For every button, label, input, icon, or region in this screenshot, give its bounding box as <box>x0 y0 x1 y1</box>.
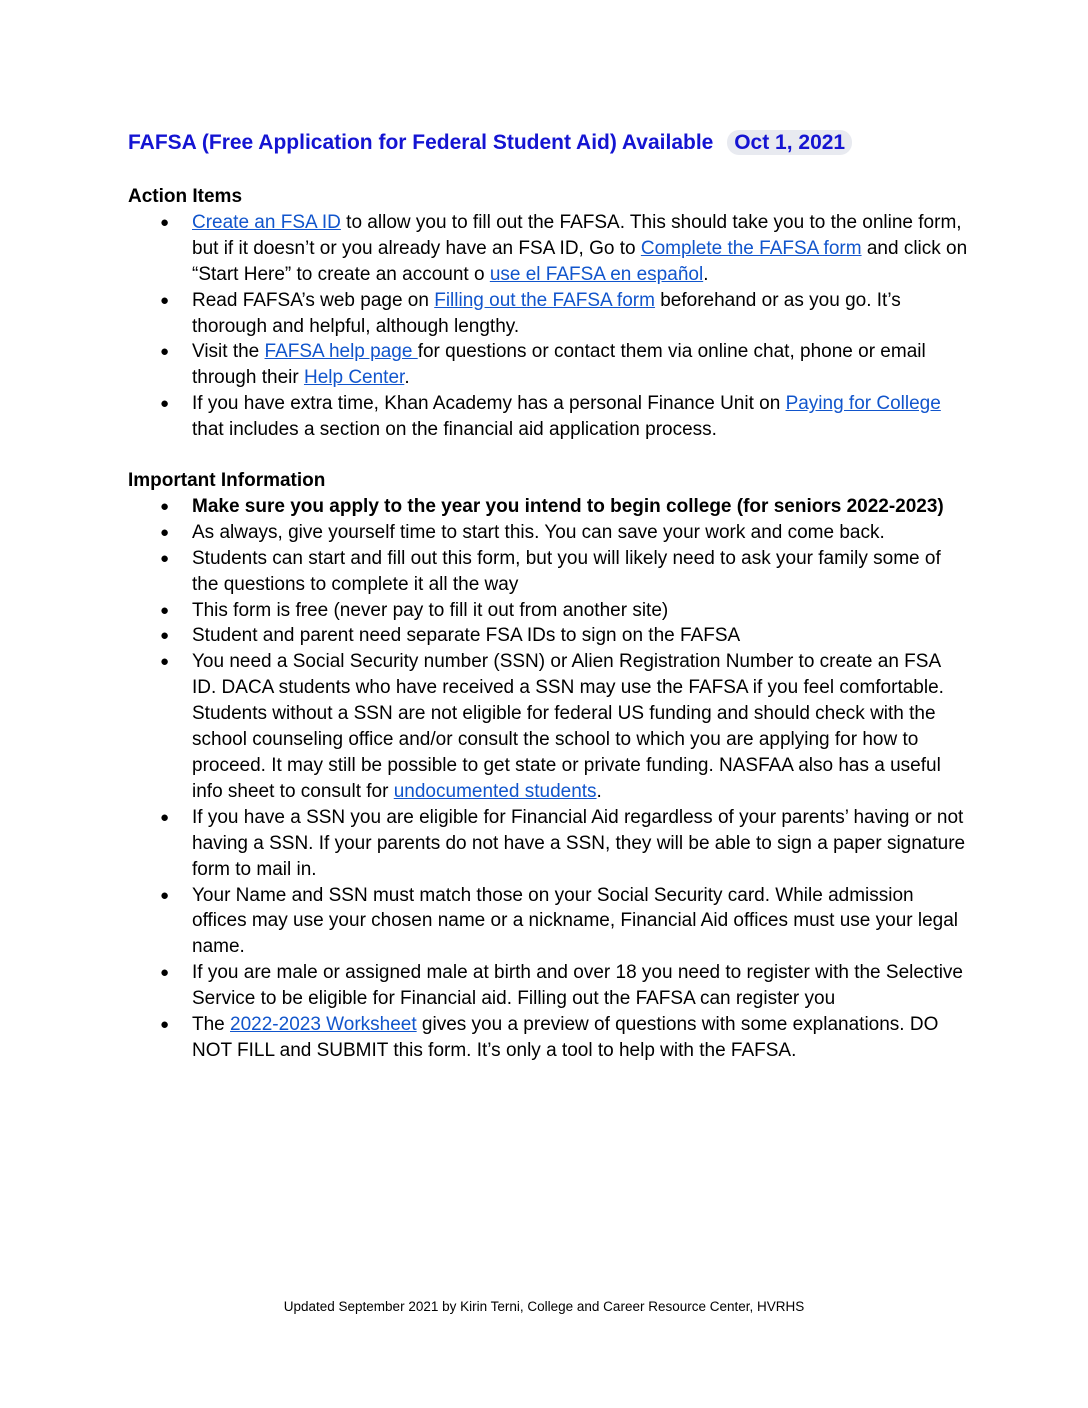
list-item <box>128 520 968 546</box>
important-info-list <box>128 494 968 1064</box>
page-title <box>128 128 852 158</box>
link[interactable]: Filling out the FAFSA form <box>434 289 655 311</box>
bullet-icon: ● <box>160 343 170 361</box>
link[interactable]: 2022-2023 Worksheet <box>230 1014 417 1036</box>
bullet-icon: ● <box>160 497 170 515</box>
text-run: that includes a section on the financial aid application process. <box>192 419 717 441</box>
action-items-list <box>128 210 968 443</box>
text-run: beforehand or as you go. It’s thorough and helpful, although lengthy. <box>192 289 901 337</box>
text-run: Your Name and SSN must match those on your Social Security card. While admission offices may use your chosen name or a nickname, Financial Aid offices must use your legal name. <box>192 884 959 958</box>
text-run: Visit the <box>192 341 265 363</box>
list-item <box>128 546 968 598</box>
bullet-icon: ● <box>160 808 170 826</box>
text-run: If you are male or assigned male at birth and over 18 you need to register with the Selective Service to be eligible for Financial aid. Filling out the FAFSA can register you <box>192 962 963 1010</box>
important-info-section <box>128 468 968 1064</box>
bullet-icon: ● <box>160 964 170 982</box>
bullet-icon: ● <box>160 549 170 567</box>
list-item <box>128 598 968 624</box>
title-text: FAFSA (Free Application for Federal Student Aid) Available <box>128 131 714 154</box>
bullet-icon: ● <box>160 653 170 671</box>
link[interactable]: Help Center <box>303 367 405 389</box>
bullet-icon: ● <box>160 886 170 904</box>
date-chip[interactable]: Oct 1, 2021 <box>727 130 852 155</box>
text-run: . <box>596 780 602 802</box>
text-run: for questions or contact them via online chat, phone or email through their <box>192 341 926 389</box>
list-item <box>128 1012 968 1064</box>
link[interactable]: Paying for College <box>785 393 941 415</box>
footer-note: Updated September 2021 by Kirin Terni, College and Career Resource Center, HVRHS <box>283 1299 805 1314</box>
text-run: to allow you to fill out the FAFSA. This should take you to the online form, but if it doesn’t or you already have an FSA ID, Go to <box>192 211 962 259</box>
link[interactable]: use el FAFSA en español <box>489 263 704 285</box>
link[interactable]: Create an FSA ID <box>192 211 341 233</box>
list-item <box>128 494 968 520</box>
text-run: Read FAFSA’s web page on <box>192 289 435 311</box>
action-items-section <box>128 184 968 443</box>
list-item <box>128 649 968 804</box>
bullet-icon: ● <box>160 1016 170 1034</box>
link[interactable]: FAFSA help page <box>264 341 418 363</box>
list-item <box>128 339 968 391</box>
text-run: If you have extra time, Khan Academy has a personal Finance Unit on <box>192 393 786 415</box>
text-run: Student and parent need separate FSA IDs to sign on the FAFSA <box>192 625 741 647</box>
text-run: The <box>192 1014 231 1036</box>
text-run: Students can start and fill out this form, but you will likely need to ask your family some of the questions to complete it all the way <box>192 547 941 595</box>
list-item <box>128 288 968 340</box>
bullet-icon: ● <box>160 627 170 645</box>
list-item <box>128 883 968 961</box>
list-item <box>128 960 968 1012</box>
important-info-heading: Important Information <box>128 470 326 491</box>
bullet-icon: ● <box>160 523 170 541</box>
text-run: . <box>703 263 709 285</box>
text-run: . <box>404 367 410 389</box>
link[interactable]: undocumented students <box>393 780 597 802</box>
bullet-icon: ● <box>160 601 170 619</box>
list-item <box>128 391 968 443</box>
text-run: This form is free (never pay to fill it out from another site) <box>192 599 669 621</box>
list-item <box>128 805 968 883</box>
link[interactable]: Complete the FAFSA form <box>640 237 862 259</box>
list-item <box>128 210 968 288</box>
bullet-icon: ● <box>160 291 170 309</box>
bullet-icon: ● <box>160 213 170 231</box>
list-item <box>128 623 968 649</box>
text-run: gives you a preview of questions with some explanations. DO NOT FILL and SUBMIT this form. It’s only a tool to help with the FAFSA. <box>192 1014 939 1061</box>
text-run: As always, give yourself time to start this. You can save your work and come back. <box>192 521 885 543</box>
action-items-heading: Action Items <box>128 186 243 207</box>
text-run: You need a Social Security number (SSN) or Alien Registration Number to create an FSA ID. DACA students who have received a SSN may use the FAFSA if you feel comfortable. Students without a SSN are not eligible for federal US funding and should check with the school counseling office and/or consult the school to which you are applying for how to proceed. It may still be possible to get state or private funding. NASFAA also has a useful info sheet to consult for <box>192 651 944 802</box>
text-run: Make sure you apply to the year you intend to begin college (for seniors 2022-2023) <box>192 495 944 517</box>
bullet-icon: ● <box>160 395 170 413</box>
text-run: and click on “Start Here” to create an account o <box>192 237 968 285</box>
text-run: If you have a SSN you are eligible for Financial Aid regardless of your parents’ having or not having a SSN. If your parents do not have a SSN, they will be able to sign a paper signature form to mail in. <box>192 806 966 880</box>
